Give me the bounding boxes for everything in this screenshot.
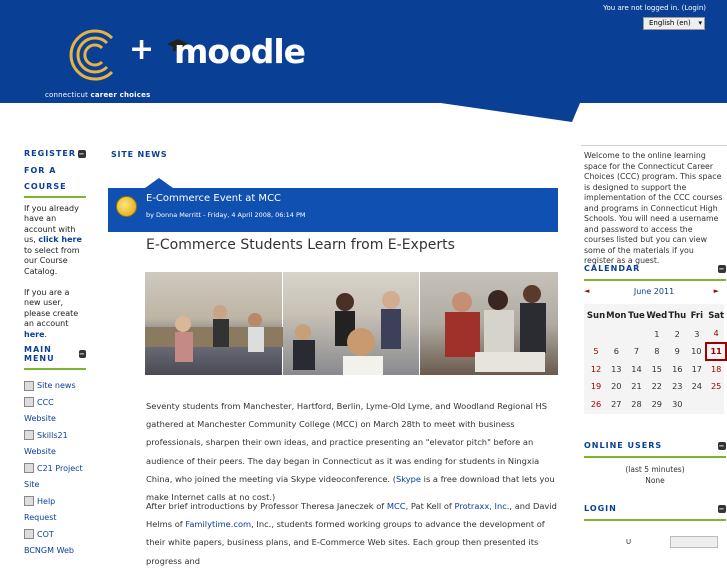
calendar-day[interactable]: 5: [593, 346, 599, 357]
menu-item-ccc-website[interactable]: CCC Website: [24, 397, 56, 423]
moodle-logo[interactable]: moodle: [174, 32, 306, 71]
site-header: [0, 0, 727, 103]
tagline: connecticut career choices: [45, 91, 151, 99]
user-avatar-icon[interactable]: [116, 196, 137, 217]
weekday-header: Fri: [690, 311, 703, 321]
calendar-day[interactable]: 14: [631, 363, 642, 374]
weekday-header: Thu: [668, 311, 687, 321]
calendar-day[interactable]: 7: [633, 346, 640, 357]
calendar-day[interactable]: 23: [672, 381, 683, 392]
photo-classroom-1: [145, 272, 283, 375]
calendar-day[interactable]: 26: [590, 398, 602, 409]
calendar-day: [586, 325, 606, 343]
menu-item-help-request[interactable]: Help Request: [24, 496, 57, 522]
calendar-day[interactable]: 25: [710, 381, 722, 392]
link-icon: [24, 529, 34, 539]
protraxx-link[interactable]: Protraxx, Inc.: [454, 501, 510, 511]
username-label: U: [626, 538, 632, 546]
main-menu-block: [24, 345, 86, 560]
login-status: You are not logged in. (Login): [603, 4, 706, 12]
article-paragraph-2: After brief introductions by Professor Theresa Janeczek of MCC, Pat Kell of Protraxx, Inc., and David Helms of Familytime.com, Inc., students formed working groups to advance the development of their white papers, business plans, and E-Commerce Web sites. Each group then presented its progress and: [146, 501, 557, 566]
mcc-link[interactable]: MCC: [386, 501, 406, 511]
login-block-title: LOGIN −: [584, 504, 726, 521]
link-icon: [24, 430, 34, 440]
site-news-heading: SITE NEWS: [111, 150, 168, 159]
photo-classroom-2: [283, 272, 420, 375]
divider: [584, 279, 726, 281]
plus-sign: +: [129, 32, 155, 67]
left-column: [24, 146, 86, 340]
calendar-day[interactable]: 15: [651, 363, 663, 374]
link-icon: [24, 496, 34, 506]
calendar-day[interactable]: 12: [590, 363, 602, 374]
calendar-day[interactable]: 3: [694, 328, 700, 339]
article-paragraph-1: Seventy students from Manchester, Hartford, Berlin, Lyme-Old Lyme, and Woodland Regional HS gathered at Manchester Community College (MCC) on March 28th to meet with business professionals, sharpen their own ideas, and practice presenting an "elevator pitch" before an audience of their peers. The day began in Connecticut as it was ending for students in Ningxia China, who joined the meeting via Skype videoconference. (Skype is a free download that lets you make Internet calls at no cost.): [146, 401, 555, 503]
click-here-link[interactable]: click here: [38, 235, 82, 244]
register-block-title: REGISTER − FOR A COURSE: [24, 149, 86, 191]
calendar-day: [627, 325, 647, 343]
calendar-day[interactable]: 2: [674, 328, 680, 339]
calendar-day[interactable]: 20: [611, 381, 622, 392]
calendar-block-title: CALENDAR −: [584, 264, 726, 281]
welcome-block: Welcome to the online learning space for the Connecticut Career Choices (CCC) program. This space is designed to support the implementation of the CCC courses and programs in Connecticut High Schools. You will need a username and password to access the courses listed but you can view some of the materials if you register as a guest.: [581, 145, 727, 272]
news-tab-arrow: [145, 178, 173, 188]
divider: [24, 196, 86, 198]
online-users-content: (last 5 minutes) None: [625, 465, 685, 485]
create-account-link[interactable]: here: [24, 329, 45, 339]
calendar-day-today[interactable]: 11: [706, 343, 726, 361]
calendar-grid: [586, 307, 727, 413]
calendar-day[interactable]: 30: [672, 398, 683, 409]
calendar-day[interactable]: 18: [710, 364, 722, 375]
divider: [584, 519, 726, 521]
divider: [584, 456, 726, 458]
collapse-icon[interactable]: −: [718, 264, 726, 273]
weekday-header: Sat: [708, 311, 725, 321]
calendar-day[interactable]: 24: [691, 381, 702, 392]
weekday-header: Mon: [606, 311, 627, 321]
online-users-block-title: ONLINE USERS −: [584, 441, 726, 458]
news-byline: by Donna Merritt - Friday, 4 April 2008, 06:14 PM: [146, 211, 306, 219]
next-month-icon[interactable]: ►: [713, 287, 719, 295]
menu-item-site-news[interactable]: Site news: [24, 378, 86, 395]
calendar-day[interactable]: 17: [691, 363, 702, 374]
article-headline: E-Commerce Students Learn from E-Experts: [146, 237, 455, 253]
calendar-day: [687, 395, 706, 413]
photo-classroom-3: [420, 272, 558, 375]
article-photo-strip: [145, 272, 558, 375]
menu-item-skills21-website[interactable]: Skills21 Website: [24, 430, 68, 456]
collapse-icon[interactable]: −: [78, 150, 86, 159]
calendar-day[interactable]: 10: [691, 346, 702, 357]
language-select[interactable]: English (en) ▾: [643, 17, 705, 30]
familytime-link[interactable]: Familytime.com: [185, 519, 252, 530]
calendar-day[interactable]: 13: [611, 363, 622, 374]
weekday-header: Sun: [586, 311, 606, 321]
header-swoosh: [0, 100, 727, 125]
login-link[interactable]: (Login): [681, 4, 706, 12]
weekday-header: Tue: [628, 311, 645, 321]
calendar-day[interactable]: 1: [654, 328, 660, 339]
prev-month-icon[interactable]: ◄: [584, 287, 590, 295]
calendar-day[interactable]: 19: [590, 381, 602, 392]
calendar-day[interactable]: 29: [651, 398, 663, 409]
calendar-day[interactable]: 6: [613, 346, 619, 357]
calendar-day: [606, 325, 626, 343]
register-block-content: If you already have an account with us, click here to select from our Course Catalog. If you are a new user, please create an account here.: [24, 203, 82, 339]
calendar-day[interactable]: 27: [611, 398, 622, 409]
chevron-down-icon: ▾: [698, 19, 702, 27]
skype-link[interactable]: Skype: [395, 473, 421, 484]
calendar-day[interactable]: 16: [672, 363, 683, 374]
calendar-day[interactable]: 8: [654, 346, 660, 357]
divider: [24, 368, 86, 370]
calendar-month[interactable]: June 2011: [633, 287, 675, 296]
weekday-header: Wed: [646, 311, 668, 321]
link-icon: [24, 397, 34, 407]
link-icon: [24, 463, 34, 473]
news-icon: [24, 381, 34, 391]
calendar-day[interactable]: 9: [674, 346, 680, 357]
collapse-icon[interactable]: −: [718, 441, 726, 450]
username-input[interactable]: [670, 536, 718, 548]
calendar-day: [706, 395, 726, 413]
calendar-day[interactable]: 28: [631, 398, 642, 409]
menu-item-cot-bcngm[interactable]: COT BCNGM Web: [24, 529, 75, 555]
main-menu-title: MAIN MENU −: [24, 345, 86, 363]
collapse-icon[interactable]: −: [79, 350, 86, 358]
news-subject: E-Commerce Event at MCC: [146, 193, 282, 204]
calendar-day[interactable]: 22: [651, 381, 663, 392]
ccc-logo-icon[interactable]: [66, 26, 120, 84]
calendar-day[interactable]: 21: [631, 381, 642, 392]
calendar-day[interactable]: 4: [713, 328, 719, 339]
menu-item-c21-project-site[interactable]: C21 Project Site: [24, 463, 83, 489]
collapse-icon[interactable]: −: [718, 504, 726, 513]
